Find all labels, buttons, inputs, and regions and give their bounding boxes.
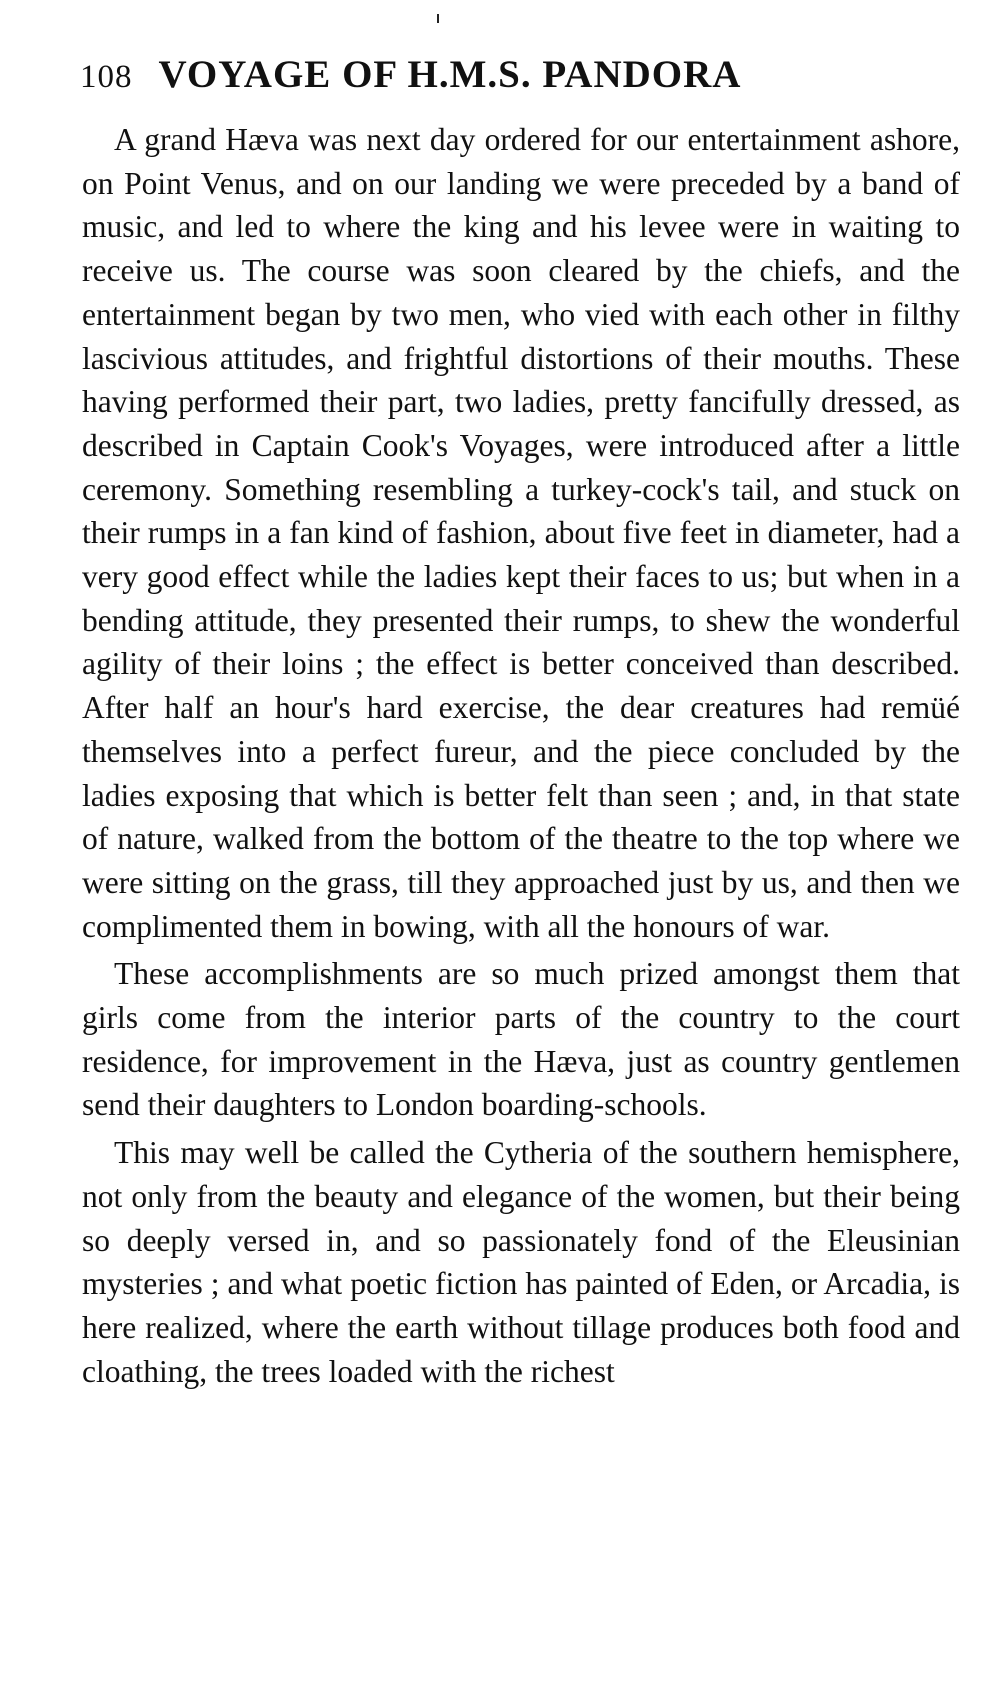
paragraph-3: This may well be called the Cytheria of the southern hemisphere, not only from the beauty and elegance of the women, but their being so deeply versed in, and so passionately fond of the Eleusinian mysteries ; and what poetic fiction has painted of Eden, or Arcadia, is here realized, where the earth without tillage produces both food and cloathing, the trees loaded with the richest: [82, 1135, 960, 1389]
paragraph-2: These accomplishments are so much prized amongst them that girls come from the interior parts of the country to the court residence, for improvement in the Hæva, just as country gentlemen send their daughters to London boarding-schools.: [82, 956, 960, 1123]
page-number: 108: [80, 59, 133, 95]
page-header: [80, 52, 960, 112]
body-text: [82, 118, 960, 1393]
paragraph-1: A grand Hæva was next day ordered for our entertainment ashore, on Point Venus, and on our landing we were preceded by a band of music, and led to where the king and his levee were in waiting to receive us. The course was soon cleared by the chiefs, and the entertainment began by two men, who vied with each other in filthy lascivious attitudes, and frightful distortions of their mouths. These having performed their part, two ladies, pretty fancifully dressed, as described in Captain Cook's Voyages, were introduced after a little ceremony. Something resembling a turkey-cock's tail, and stuck on their rumps in a fan kind of fashion, about five feet in diameter, had a very good effect while the ladies kept their faces to us; but when in a bending attitude, they presented their rumps, to shew the wonderful agility of their loins ; the effect is better conceived than described. After half an hour's hard exercise, the dear creatures had remüé themselves into a perfect fureur, and the piece concluded by the ladies exposing that which is better felt than seen ; and, in that state of nature, walked from the bottom of the theatre to the top where we were sitting on the grass, till they approached just by us, and then we complimented them in bowing, with all the honours of war.: [82, 122, 960, 944]
running-title: VOYAGE OF H.M.S. PANDORA: [158, 53, 742, 96]
scan-mark: [437, 14, 439, 23]
